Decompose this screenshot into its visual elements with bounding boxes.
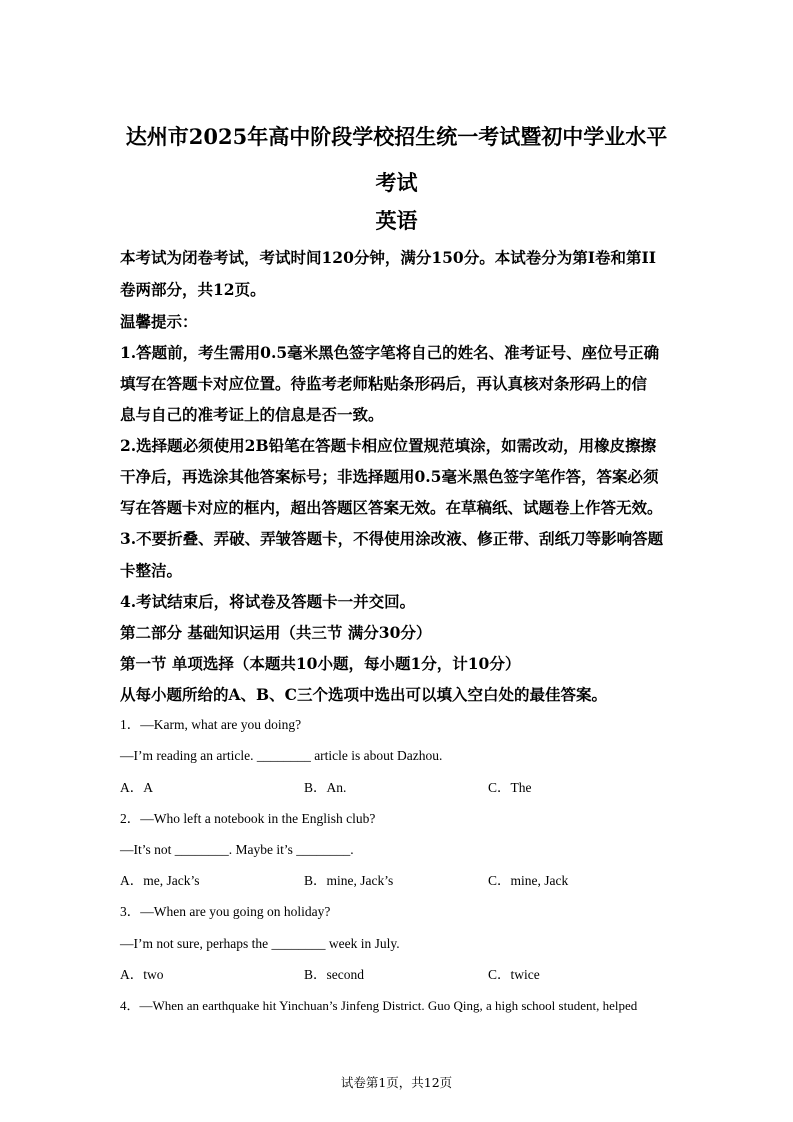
exam-title-line2: 考试: [375, 170, 418, 195]
option-b: B．mine, Jack’s: [304, 873, 394, 888]
tips-line: 填写在答题卡对应位置。待监考老师粘贴条形码后，再认真核对条形码上的信: [120, 374, 648, 393]
exam-title-line1: 达州市2025年高中阶段学校招生统一考试暨初中学业水平: [125, 124, 668, 149]
page-footer: 试卷第1页，共12页: [340, 1075, 453, 1090]
tips-line: 2.选择题必须使用2B铅笔在答题卡相应位置规范填涂，如需改动，用橡皮擦擦: [120, 436, 657, 455]
tips-line: 卡整洁。: [120, 561, 183, 580]
question-reply: —I’m reading an article. ________ article is about Dazhou.: [120, 748, 443, 763]
question-reply: —I’m not sure, perhaps the ________ week in July.: [120, 936, 400, 951]
subject-title: 英语: [375, 208, 418, 233]
option-a: A．two: [120, 967, 164, 982]
tips-line: 3.不要折叠、弄破、弄皱答题卡，不得使用涂改液、修正带、刮纸刀等影响答题: [120, 529, 664, 548]
question-prompt: 4．—When an earthquake hit Yinchuan’s Jinfeng District. Guo Qing, a high school student, helped: [120, 998, 638, 1013]
question-prompt: 1．—Karm, what are you doing?: [120, 717, 302, 732]
option-c: C．The: [488, 780, 532, 795]
question-reply: —It’s not ________. Maybe it’s ________.: [120, 842, 354, 857]
tips-line: 4.考试结束后，将试卷及答题卡一并交回。: [120, 592, 416, 611]
tips-line: 干净后，再选涂其他答案标号；非选择题用0.5毫米黑色签字笔作答，答案必须: [120, 467, 659, 486]
tips-line: 息与自己的准考证上的信息是否一致。: [120, 405, 384, 424]
option-a: A．me, Jack’s: [120, 873, 200, 888]
tips-heading: 温馨提示：: [120, 312, 198, 331]
tips-line: 写在答题卡对应的框内，超出答题区答案无效。在草稿纸、试题卷上作答无效。: [120, 498, 663, 517]
tips-line: 1.答题前，考生需用0.5毫米黑色签字笔将自己的姓名、准考证号、座位号正确: [120, 343, 660, 362]
intro-line: 卷两部分，共12页。: [120, 280, 266, 299]
question-prompt: 3．—When are you going on holiday?: [120, 904, 331, 919]
question-prompt: 2．—Who left a notebook in the English club?: [120, 811, 376, 826]
option-c: C．twice: [488, 967, 540, 982]
option-c: C．mine, Jack: [488, 873, 569, 888]
subsection-heading: 第一节 单项选择（本题共10小题，每小题1分，计10分）: [120, 654, 521, 673]
part-heading: 第二部分 基础知识运用（共三节 满分30分）: [120, 623, 432, 642]
option-b: B．An.: [304, 780, 347, 795]
option-a: A．A: [120, 780, 153, 795]
intro-line: 本考试为闭卷考试，考试时间120分钟，满分150分。本试卷分为第I卷和第II: [120, 248, 656, 267]
section-instruction: 从每小题所给的A、B、C三个选项中选出可以填入空白处的最佳答案。: [120, 685, 607, 704]
option-b: B．second: [304, 967, 364, 982]
